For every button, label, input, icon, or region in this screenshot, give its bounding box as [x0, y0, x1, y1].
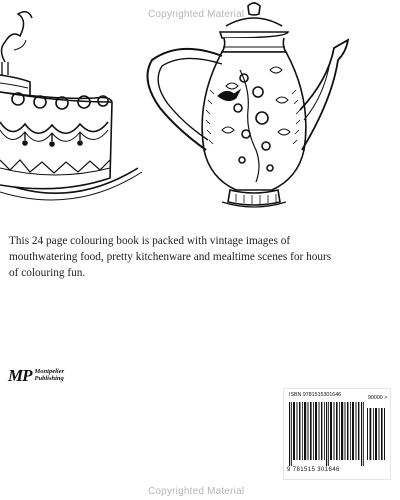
publisher-name — [35, 369, 75, 383]
isbn-barcode — [283, 388, 391, 480]
teapot-icon — [148, 3, 349, 207]
barcode-digits: 9 781515 301646 — [287, 467, 340, 473]
barcode-bars — [287, 402, 387, 466]
copyright-watermark-bottom: Copyrighted Material — [148, 486, 245, 497]
publisher-logo — [8, 366, 75, 386]
copyright-watermark-top: Copyrighted Material — [148, 9, 245, 20]
cake-icon — [0, 12, 142, 200]
isbn-label: ISBN 9781515301646 — [289, 392, 342, 398]
book-description: This 24 page colouring book is packed with vintage images of mouthwatering food, pretty kitchenware and mealtime scenes for hours of colouring fun. — [9, 235, 332, 280]
publisher-mark: MP — [8, 366, 32, 385]
publisher-name-line1: Montpelier — [34, 368, 65, 376]
barcode-addon: 90000 > — [368, 395, 388, 401]
cover-illustration — [0, 0, 400, 215]
publisher-name-line2: Publishing — [34, 375, 64, 382]
vintage-illustration — [0, 0, 400, 215]
